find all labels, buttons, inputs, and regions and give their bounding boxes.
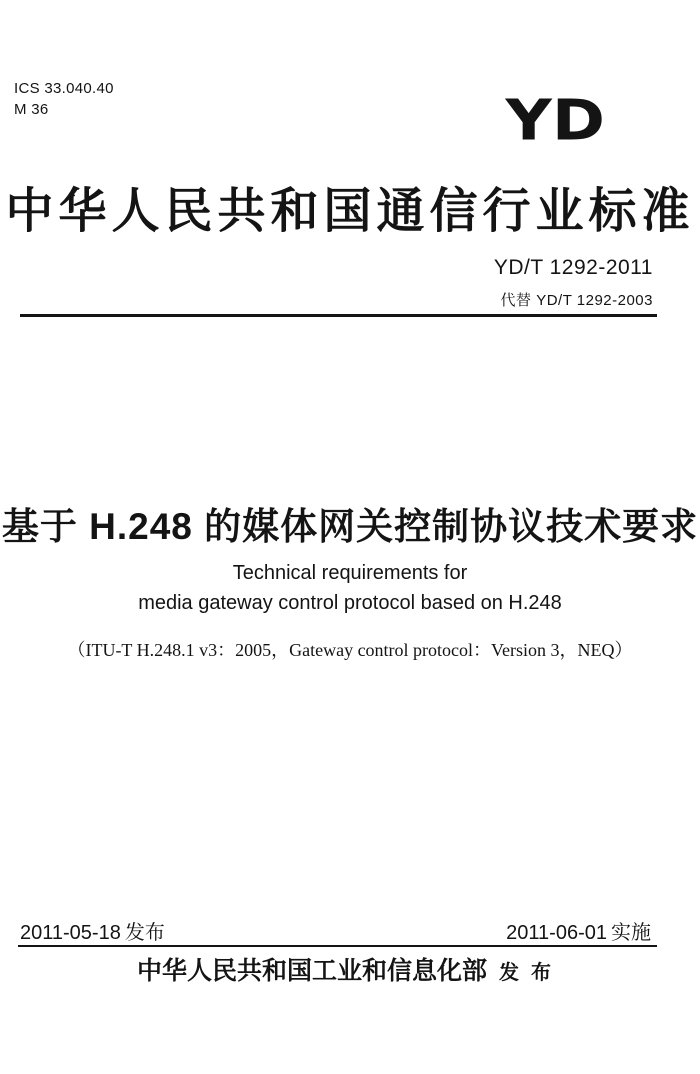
publisher-name: 中华人民共和国工业和信息化部 (136, 958, 487, 985)
footer-dates-row (20, 916, 655, 945)
issue-date: 2011-05-18 (20, 922, 121, 944)
issue-date-label: 发布 (124, 922, 165, 944)
itu-reference-note: （ITU-T H.248.1 v3：2005，Gateway control protocol：Version 3，NEQ） (67, 640, 633, 660)
masthead-title: 中华人民共和国通信行业标准 (5, 185, 695, 238)
issue-date-item (20, 916, 169, 945)
document-title-en (0, 558, 700, 618)
document-title-en-line1: Technical requirements for (232, 562, 468, 584)
standard-number: YD/T 1292-2011 (493, 256, 653, 279)
implementation-date-item (506, 916, 655, 945)
publisher-line (0, 951, 700, 987)
document-title-en-line2: media gateway control protocol based on H.248 (138, 592, 562, 614)
implementation-date-label: 实施 (611, 922, 651, 944)
supersedes-note: 代替 YD/T 1292-2003 (500, 292, 653, 309)
footer-rule (18, 945, 657, 947)
document-title-zh: 基于 H.248 的媒体网关控制协议技术要求 (1, 506, 699, 547)
implementation-date: 2011-06-01 (506, 922, 607, 944)
yd-logo: YD (505, 88, 605, 154)
publish-label: 发布 (499, 962, 563, 984)
ics-classification-block (14, 78, 114, 120)
class-code: M 36 (14, 101, 49, 118)
ics-code: ICS 33.040.40 (14, 80, 114, 97)
standard-number-block (494, 256, 653, 310)
masthead-rule (20, 314, 657, 317)
